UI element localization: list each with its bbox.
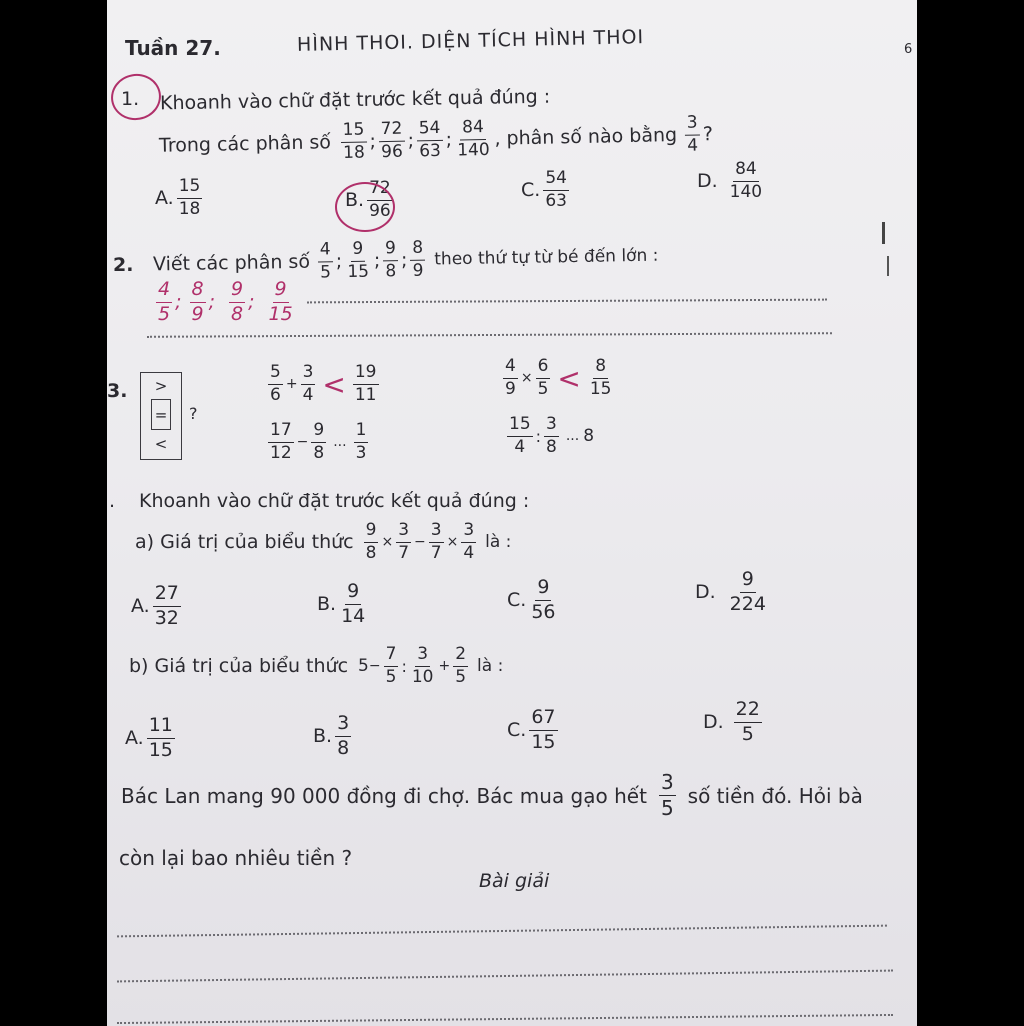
denominator: 4 <box>514 436 526 457</box>
numerator: 67 <box>529 708 557 731</box>
frac <box>354 422 369 463</box>
frac <box>268 422 294 463</box>
numerator: 9 <box>535 578 551 601</box>
q5-line1 <box>121 772 863 819</box>
frac <box>353 364 379 405</box>
numerator: 3 <box>685 114 700 135</box>
denominator: 5 <box>319 262 332 283</box>
option-label: A. <box>125 727 144 750</box>
denominator: 15 <box>589 378 612 399</box>
denominator: 3 <box>355 442 367 463</box>
numerator: 15 <box>177 178 203 199</box>
q4a-option-c[interactable] <box>507 578 561 623</box>
numerator: 17 <box>268 422 294 443</box>
q5-text-post: số tiền đó. Hỏi bà <box>687 783 863 808</box>
q5-line2: còn lại bao nhiêu tiền ? <box>119 846 353 870</box>
q4-instruction: Khoanh vào chữ đặt trước kết quả đúng : <box>139 490 530 512</box>
numerator: 27 <box>153 584 181 607</box>
numerator: 9 <box>740 570 756 593</box>
option-label: D. <box>697 170 718 193</box>
option-fraction <box>339 582 367 627</box>
denominator: 15 <box>531 730 556 753</box>
denominator: 5 <box>741 722 754 745</box>
q4a-option-d[interactable] <box>695 570 771 615</box>
q3-compare-3: $\frac{17}{12}$ − $\frac{9}{8}$ ... $\frac{1}{3}$ <box>270 420 367 463</box>
q1-question-mark: ? <box>702 123 714 146</box>
q4a-stem-post: là : <box>485 532 512 553</box>
numerator: 72 <box>367 180 393 201</box>
denominator: 5 <box>385 666 397 687</box>
answer-line <box>117 925 887 938</box>
option-fraction <box>734 700 762 745</box>
option-label: A. <box>131 595 150 618</box>
frac <box>311 422 326 463</box>
sign-lt: < <box>154 435 168 453</box>
denominator: 9 <box>191 302 204 325</box>
denominator: 4 <box>463 542 475 563</box>
numerator: 8 <box>593 358 608 379</box>
denominator: 96 <box>369 200 391 221</box>
frac <box>588 358 614 399</box>
option-fraction <box>543 170 569 211</box>
q1-frac-3 <box>417 117 443 162</box>
frac <box>503 358 518 399</box>
q2-frac-1 <box>318 241 334 282</box>
option-fraction <box>153 584 181 629</box>
answer-frac-2 <box>190 280 206 325</box>
q1-number: 1. <box>121 88 140 110</box>
option-label: D. <box>703 711 724 734</box>
numerator: 72 <box>379 121 405 142</box>
frac <box>461 522 476 563</box>
q5-text-pre: Bác Lan mang 90 000 đồng đi chợ. Bác mua gạo hết <box>121 783 647 808</box>
option-label: B. <box>313 725 333 748</box>
q2-stem-pre: Viết các phân số <box>152 251 311 276</box>
q3-compare-4: $\frac{15}{4}$ : $\frac{3}{8}$ ... 8 <box>509 414 595 457</box>
denominator: 9 <box>412 260 424 281</box>
numerator: 3 <box>461 522 476 543</box>
q4b-stem: b) Giá trị của biểu thức 5 − $\frac{7}{5}$ : $\frac{3}{10}$ + $\frac{2}{5}$ là : <box>129 644 504 687</box>
q2-frac-3 <box>383 240 399 281</box>
q4-number: . <box>109 490 116 512</box>
option-fraction <box>728 570 768 615</box>
denominator: 7 <box>430 542 442 563</box>
numerator: 22 <box>734 700 762 723</box>
denominator: 32 <box>154 606 179 629</box>
q3-blank-4[interactable]: ... <box>565 428 580 445</box>
denominator: 15 <box>148 738 173 761</box>
numerator: 9 <box>229 280 245 303</box>
q3-value-8: 8 <box>583 426 595 447</box>
answer-frac-3 <box>229 280 245 325</box>
numerator: 3 <box>429 522 444 543</box>
q3-answer-2[interactable]: < <box>557 361 581 395</box>
denominator: 224 <box>729 592 766 615</box>
frac <box>429 522 444 563</box>
q1-frac-1 <box>341 121 367 162</box>
q4b-stem-post: là : <box>477 656 504 677</box>
frac <box>268 364 283 405</box>
denominator: 8 <box>365 542 377 563</box>
denominator: 8 <box>337 736 350 759</box>
denominator: 18 <box>178 198 201 219</box>
denominator: 63 <box>419 140 442 162</box>
frac <box>301 364 316 405</box>
q3-sign-box <box>140 372 182 460</box>
denominator: 5 <box>455 666 467 687</box>
numerator: 3 <box>544 416 559 437</box>
numerator: 8 <box>190 280 206 303</box>
q2-frac-4 <box>410 237 426 281</box>
frac <box>507 416 533 457</box>
q1-target-frac <box>685 114 701 155</box>
denominator: 5 <box>537 378 549 399</box>
denominator: 96 <box>380 141 404 162</box>
option-label: B. <box>317 593 337 616</box>
solution-label: Bài giải <box>479 870 550 892</box>
q1-number-circle <box>107 70 164 124</box>
worksheet-page <box>107 0 917 1026</box>
answer-line <box>117 970 893 983</box>
numerator: 19 <box>353 364 379 385</box>
numerator: 3 <box>415 646 430 667</box>
numerator: 1 <box>354 422 369 443</box>
q4a-stem-pre: a) Giá trị của biểu thức <box>135 531 354 554</box>
option-fraction <box>529 578 557 623</box>
numerator: 84 <box>460 119 486 140</box>
q1-frac-4 <box>455 116 492 161</box>
answer-line <box>307 299 827 304</box>
numerator: 9 <box>383 240 398 261</box>
option-label: B. <box>345 189 365 212</box>
denominator: 4 <box>687 135 699 156</box>
q4b-option-b[interactable] <box>313 714 354 759</box>
numerator: 15 <box>507 416 533 437</box>
numerator: 3 <box>660 770 674 794</box>
option-fraction <box>147 716 175 761</box>
numerator: 6 <box>536 358 551 379</box>
q4b-option-a[interactable] <box>125 716 178 761</box>
numerator: 3 <box>301 364 316 385</box>
denominator: 63 <box>545 190 567 211</box>
denominator: 7 <box>398 542 410 563</box>
option-fraction <box>529 708 557 753</box>
q3-number: 3. <box>107 380 128 402</box>
q3-question-mark: ? <box>189 404 198 423</box>
denominator: 140 <box>457 139 490 161</box>
q1-instruction: Khoanh vào chữ đặt trước kết quả đúng : <box>159 85 551 115</box>
numerator: 11 <box>147 716 175 739</box>
numerator: 9 <box>273 280 289 303</box>
option-fraction <box>177 178 203 219</box>
denominator: 8 <box>546 436 557 457</box>
numerator: 4 <box>318 241 333 262</box>
option-label: C. <box>521 179 541 202</box>
q4b-five: 5 <box>358 656 369 677</box>
numerator: 2 <box>453 646 468 667</box>
q1-stem-post: , phân số nào bằng <box>494 124 678 151</box>
sign-gt: > <box>154 377 168 395</box>
frac <box>544 416 559 457</box>
option-label: C. <box>507 589 527 612</box>
numerator: 9 <box>350 241 365 262</box>
numerator: 15 <box>341 121 367 142</box>
denominator: 5 <box>158 302 171 325</box>
edge-mark <box>887 256 889 276</box>
numerator: 4 <box>156 280 172 303</box>
denominator: 15 <box>347 261 370 282</box>
denominator: 11 <box>354 384 377 405</box>
numerator: 3 <box>335 714 351 737</box>
denominator: 14 <box>341 604 366 627</box>
q1-stem-pre: Trong các phân số <box>158 131 332 158</box>
page-number: 6 <box>904 42 913 57</box>
q4a-stem: a) Giá trị của biểu thức $\frac{9}{8}$ × $\frac{3}{7}$ − $\frac{3}{7}$ × $\frac{3}{4}$ là : <box>135 520 512 563</box>
q2-number: 2. <box>113 254 134 276</box>
denominator: 18 <box>342 142 365 163</box>
answer-line <box>147 332 832 338</box>
q1-option-d[interactable] <box>697 161 767 202</box>
numerator: 4 <box>503 358 518 379</box>
numerator: 9 <box>345 582 361 605</box>
answer-line <box>117 1014 893 1024</box>
answer-frac-1 <box>156 280 172 325</box>
q4b-option-c[interactable] <box>507 708 561 753</box>
numerator: 8 <box>410 240 425 261</box>
q1-option-a[interactable] <box>155 178 205 219</box>
q4b-stem-pre: b) Giá trị của biểu thức <box>129 655 349 678</box>
q1-answer-circle <box>335 182 395 232</box>
q1-frac-2 <box>379 118 405 162</box>
frac <box>453 646 468 687</box>
numerator: 9 <box>311 422 326 443</box>
numerator: 3 <box>396 522 411 543</box>
q3-blank-3[interactable]: ... <box>333 434 347 451</box>
option-fraction <box>728 161 764 202</box>
numerator: 9 <box>364 522 379 543</box>
denominator: 4 <box>302 384 314 405</box>
frac <box>536 358 551 399</box>
q1-stem: Trong các phân số $\frac{15}{18}$ ; $\frac{72}{96}$ ; $\frac{54}{63}$ ; $\frac{84}{140}$ , phân số nào bằng $\frac{3}{4}$ ? <box>158 112 714 163</box>
numerator: 84 <box>733 161 759 182</box>
denominator: 12 <box>270 442 292 463</box>
denominator: 10 <box>411 666 434 687</box>
option-fraction <box>335 714 351 759</box>
q4a-option-b[interactable] <box>317 582 370 627</box>
q2-frac-2 <box>345 238 371 282</box>
denominator: 5 <box>660 796 674 820</box>
denominator: 6 <box>270 384 281 405</box>
sign-eq: = <box>151 399 171 430</box>
numerator: 54 <box>417 120 443 141</box>
page-title: HÌNH THOI. DIỆN TÍCH HÌNH THOI <box>296 26 645 56</box>
denominator: 9 <box>505 378 516 399</box>
option-label: C. <box>507 719 527 742</box>
q4a-option-a[interactable] <box>131 584 184 629</box>
q2-stem: Viết các phân số $\frac{4}{5}$ ; $\frac{9}{15}$ ; $\frac{9}{8}$ ; $\frac{8}{9}$ theo thứ tự từ bé đến lớn : <box>152 237 659 283</box>
numerator: 54 <box>543 170 569 191</box>
q2-stem-post: theo thứ tự từ bé đến lớn : <box>434 245 659 270</box>
frac <box>364 522 379 563</box>
frac <box>396 522 411 563</box>
q3-compare-2: $\frac{4}{9}$ × $\frac{6}{5}$ < $\frac{8}{15}$ <box>505 356 612 399</box>
week-label: Tuần 27. <box>125 36 221 60</box>
denominator: 15 <box>268 302 293 325</box>
q4b-option-d[interactable] <box>703 700 765 745</box>
denominator: 8 <box>231 302 244 325</box>
frac <box>410 646 436 687</box>
numerator: 7 <box>384 646 399 667</box>
q5-fraction <box>659 772 676 819</box>
denominator: 140 <box>729 181 763 202</box>
q3-answer-1[interactable]: < <box>322 367 346 401</box>
denominator: 8 <box>385 261 397 282</box>
denominator: 8 <box>313 442 325 463</box>
frac <box>384 646 399 687</box>
denominator: 56 <box>531 600 556 623</box>
option-label: A. <box>155 187 174 210</box>
option-label: D. <box>695 581 716 604</box>
q3-compare-1: $\frac{5}{6}$ + $\frac{3}{4}$ < $\frac{19}{11}$ <box>270 362 377 405</box>
q1-option-c[interactable] <box>521 170 572 211</box>
answer-frac-4 <box>267 280 295 325</box>
q2-handwritten-answer: $\frac{4}{5}$ ; $\frac{8}{9}$ ; $\frac{9}{8}$ ; $\frac{9}{15}$ <box>158 278 293 325</box>
edge-mark <box>882 222 885 244</box>
numerator: 5 <box>268 364 283 385</box>
